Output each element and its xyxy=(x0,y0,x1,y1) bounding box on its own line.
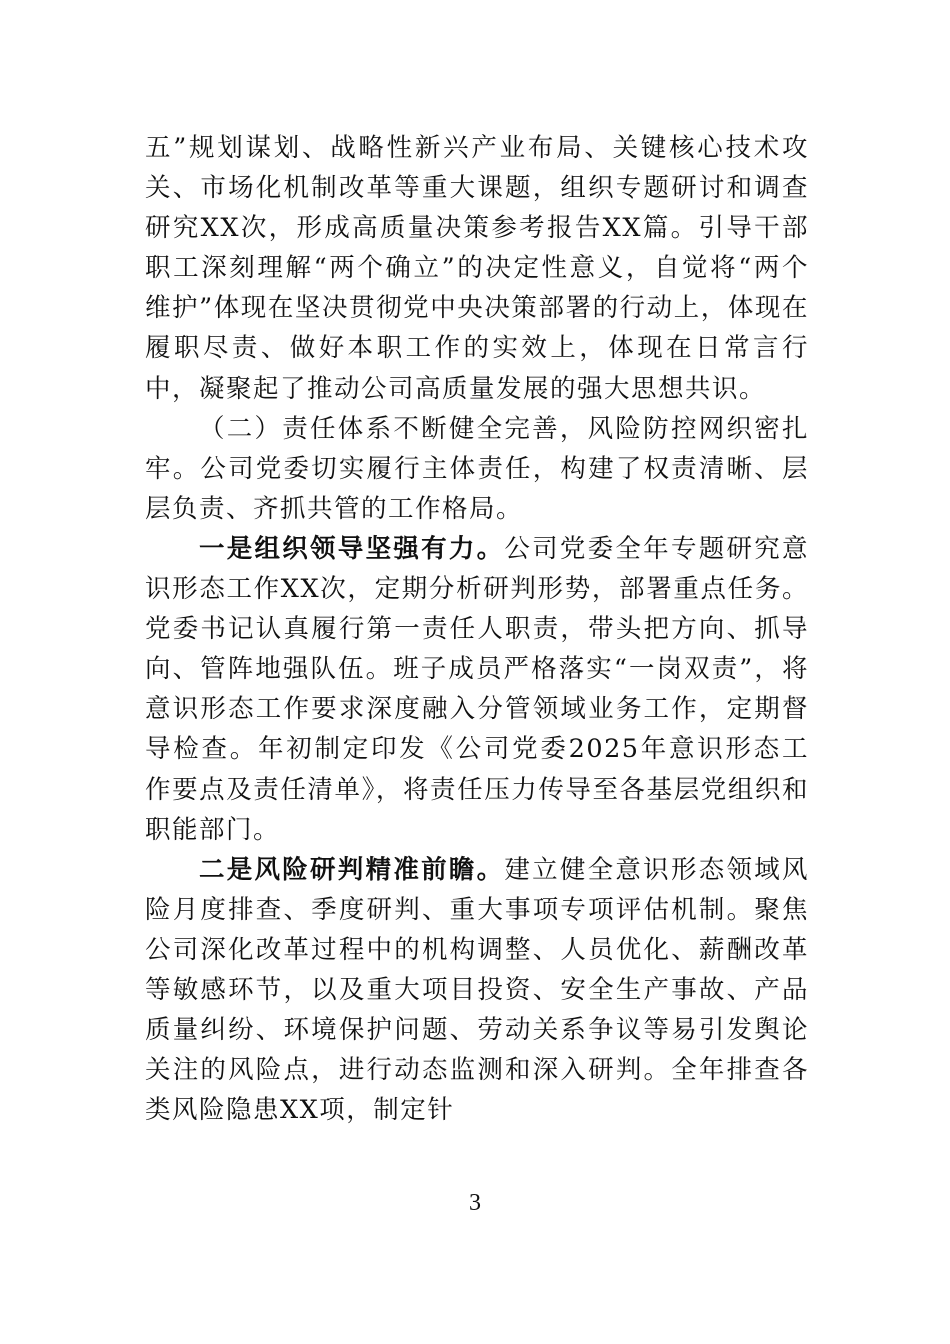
paragraph-3-text: 公司党委全年专题研究意识形态工作XX次，定期分析研判形势，部署重点任务。党委书记认真履行第一责任人职责，带头把方向、抓导向、管阵地强队伍。班子成员严格落实“一岗双责”，将意识形态工作要求深度融入分管领域业务工作，定期督导检查。年初制定印发《公司党委2025年意识形态工作要点及责任清单》，将责任压力传导至各基层党组织和职能部门。 xyxy=(145,533,809,845)
paragraph-4 xyxy=(145,850,809,1131)
paragraph-1 xyxy=(145,128,809,409)
paragraph-2-text: （二）责任体系不断健全完善，风险防控网织密扎牢。公司党委切实履行主体责任，构建了权责清晰、层层负责、齐抓共管的工作格局。 xyxy=(145,413,809,524)
paragraph-1-text: 五”规划谋划、战略性新兴产业布局、关键核心技术攻关、市场化机制改革等重大课题，组织专题研讨和调查研究XX次，形成高质量决策参考报告XX篇。引导干部职工深刻理解“两个确立”的决定性意义，自觉将“两个维护”体现在坚决贯彻党中央决策部署的行动上，体现在履职尽责、做好本职工作的实效上，体现在日常言行中，凝聚起了推动公司高质量发展的强大思想共识。 xyxy=(145,133,809,404)
paragraph-4-text: 建立健全意识形态领域风险月度排查、季度研判、重大事项专项评估机制。聚焦公司深化改革过程中的机构调整、人员优化、薪酬改革等敏感环节，以及重大项目投资、安全生产事故、产品质量纠纷、环境保护问题、劳动关系争议等易引发舆论关注的风险点，进行动态监测和深入研判。全年排查各类风险隐患XX项，制定针 xyxy=(145,854,809,1126)
paragraph-2 xyxy=(145,409,809,529)
body-text xyxy=(145,128,809,1130)
page-number: 3 xyxy=(469,1190,481,1216)
paragraph-3 xyxy=(145,529,809,850)
paragraph-3-lead: 一是组织领导坚强有力。 xyxy=(199,533,505,564)
paragraph-4-lead: 二是风险研判精准前瞻。 xyxy=(199,854,505,885)
